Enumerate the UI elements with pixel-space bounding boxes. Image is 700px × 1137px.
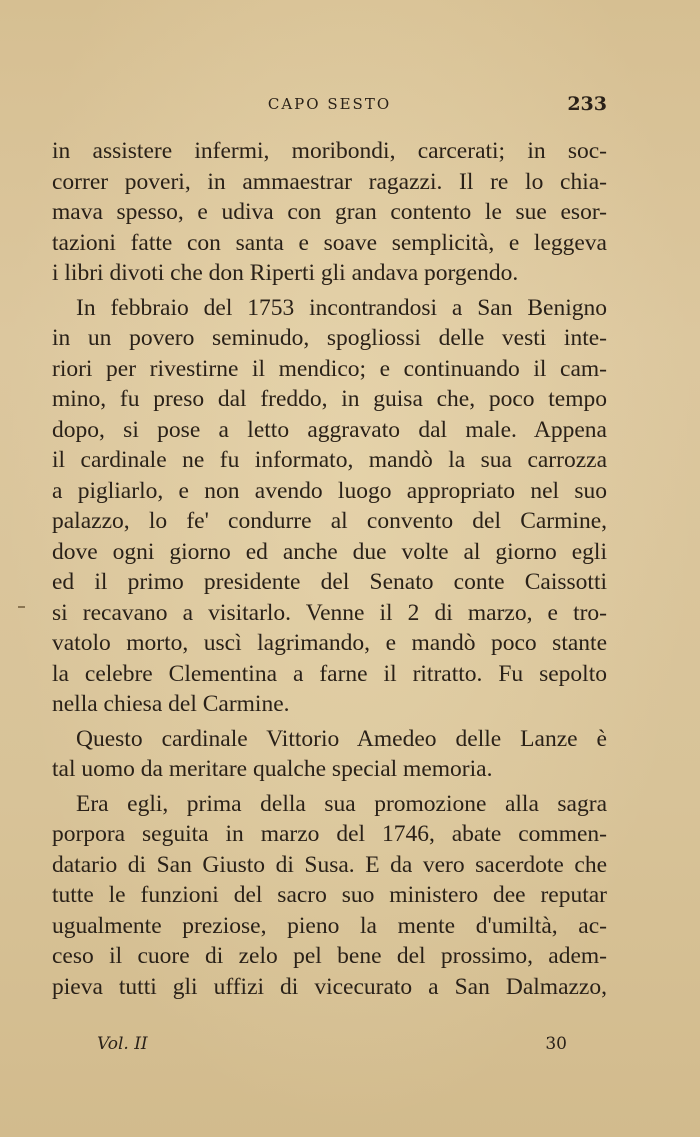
text-line: vatolo morto, uscì lagrimando, e mandò poco stante: [52, 630, 607, 656]
text-line: Era egli, prima della sua promozione alla sagra: [76, 790, 607, 817]
text-line: correr poveri, in ammaestrar ragazzi. Il re lo chia-: [52, 168, 607, 195]
volume-label: Vol. II: [97, 1034, 148, 1054]
text-line: tal uomo da meritare qualche special memoria.: [52, 756, 493, 782]
text-line: datario di San Giusto di Susa. E da vero sacerdote che: [52, 851, 607, 878]
text-line: mava spesso, e udiva con gran contento le sue esor-: [52, 199, 607, 225]
signature-mark: 30: [545, 1034, 567, 1054]
text-line: in un povero seminudo, spogliossi delle vesti inte-: [52, 325, 607, 351]
body-text: [52, 136, 607, 1002]
text-line: la celebre Clementina a farne il ritratto. Fu sepolto: [52, 660, 607, 687]
text-line: tutte le funzioni del sacro suo ministero dee reputar: [52, 882, 607, 908]
text-line: pieva tutti gli uffizi di vicecurato a San Dalmazzo,: [52, 973, 607, 1000]
text-line: Questo cardinale Vittorio Amedeo delle Lanze è: [76, 725, 607, 752]
running-title: CAPO SESTO: [267, 95, 392, 113]
text-line: ugualmente preziose, pieno la mente d'umiltà, ac-: [52, 912, 607, 939]
text-line: a pigliarlo, e non avendo luogo appropriato nel suo: [52, 477, 607, 504]
text-line: in assistere infermi, moribondi, carcerati; in soc-: [52, 138, 607, 164]
text-line: dove ogni giorno ed anche due volte al giorno egli: [52, 538, 607, 565]
text-line: ed il primo presidente del Senato conte Caissotti: [52, 569, 607, 595]
text-line: i libri divoti che don Riperti gli andava porgendo.: [52, 260, 519, 286]
text-line: mino, fu preso dal freddo, in guisa che, poco tempo: [52, 386, 607, 412]
text-line: nella chiesa del Carmine.: [52, 691, 290, 717]
page-number: 233: [567, 93, 607, 115]
margin-mark: [18, 606, 25, 608]
running-head: [52, 93, 607, 117]
text-line: porpora seguita in marzo del 1746, abate commen-: [52, 821, 607, 847]
text-line: palazzo, lo fe' condurre al convento del Carmine,: [52, 508, 607, 534]
text-line: ceso il cuore di zelo pel bene del prossimo, adem-: [52, 943, 607, 969]
text-line: dopo, si pose a letto aggravato dal male. Appena: [52, 416, 607, 443]
text-line: In febbraio del 1753 incontrandosi a San Benigno: [76, 294, 607, 321]
page-footer: [52, 1034, 607, 1060]
text-line: il cardinale ne fu informato, mandò la sua carrozza: [52, 447, 607, 473]
text-line: riori per rivestirne il mendico; e continuando il cam-: [52, 355, 607, 382]
text-line: tazioni fatte con santa e soave semplicità, e leggeva: [52, 229, 607, 256]
text-line: si recavano a visitarlo. Venne il 2 di marzo, e tro-: [52, 599, 607, 626]
